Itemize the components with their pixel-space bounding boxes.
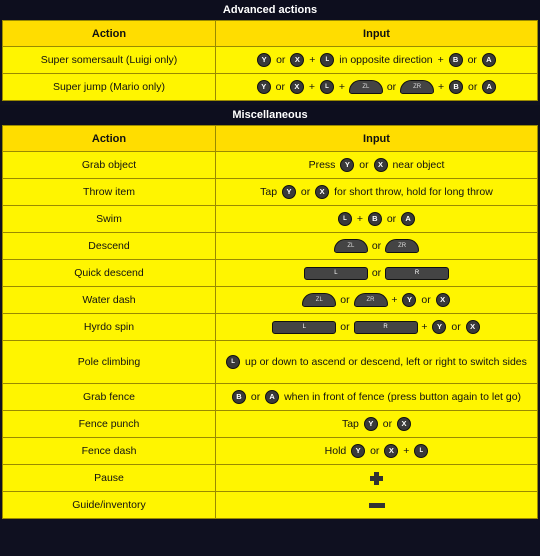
action-cell: Quick descend [3, 260, 216, 287]
action-cell: Pause [3, 465, 216, 492]
input-cell: L + B or A [216, 206, 538, 233]
zr-button-icon: ZR [354, 293, 388, 307]
b-button-icon: B [449, 80, 463, 94]
header-input: Input [216, 21, 538, 47]
action-cell: Pole climbing [3, 341, 216, 384]
action-cell: Grab object [3, 152, 216, 179]
input-cell [216, 465, 538, 492]
input-cell: Y or X + L + ZL or ZR + B or A [216, 74, 538, 101]
table-row [3, 384, 538, 411]
action-cell: Super jump (Mario only) [3, 74, 216, 101]
b-button-icon: B [368, 212, 382, 226]
advanced-actions-table [2, 20, 538, 101]
action-cell: Fence dash [3, 438, 216, 465]
input-cell: Y or X + L in opposite direction + B or A [216, 47, 538, 74]
advanced-actions-title: Advanced actions [0, 0, 540, 20]
a-button-icon: A [265, 390, 279, 404]
x-button-icon: X [374, 158, 388, 172]
input-cell: B or A when in front of fence (press button again to let go) [216, 384, 538, 411]
action-cell: Grab fence [3, 384, 216, 411]
y-button-icon: Y [402, 293, 416, 307]
miscellaneous-title: Miscellaneous [0, 105, 540, 125]
action-cell: Hyrdo spin [3, 314, 216, 341]
table-row [3, 206, 538, 233]
b-button-icon: B [449, 53, 463, 67]
x-button-icon: X [290, 80, 304, 94]
y-button-icon: Y [364, 417, 378, 431]
a-button-icon: A [482, 80, 496, 94]
left-stick-icon: L [320, 80, 334, 94]
y-button-icon: Y [432, 320, 446, 334]
miscellaneous-table [2, 125, 538, 519]
input-cell: Tap Y or X [216, 411, 538, 438]
table-row [3, 438, 538, 465]
table-row [3, 465, 538, 492]
x-button-icon: X [466, 320, 480, 334]
input-cell: Tap Y or X for short throw, hold for long throw [216, 179, 538, 206]
x-button-icon: X [315, 185, 329, 199]
input-cell: Hold Y or X + L [216, 438, 538, 465]
left-stick-icon: L [338, 212, 352, 226]
input-cell: Press Y or X near object [216, 152, 538, 179]
y-button-icon: Y [257, 80, 271, 94]
action-cell: Swim [3, 206, 216, 233]
table-row [3, 411, 538, 438]
table-row [3, 287, 538, 314]
table-header-row [3, 126, 538, 152]
action-cell: Throw item [3, 179, 216, 206]
action-cell: Guide/inventory [3, 492, 216, 519]
left-stick-icon: L [320, 53, 334, 67]
table-row [3, 314, 538, 341]
a-button-icon: A [401, 212, 415, 226]
left-stick-icon: L [226, 355, 240, 369]
table-row [3, 47, 538, 74]
table-header-row [3, 21, 538, 47]
r-button-icon: R [385, 267, 449, 280]
input-cell: L or R + Y or X [216, 314, 538, 341]
table-row [3, 492, 538, 519]
x-button-icon: X [384, 444, 398, 458]
minus-button-icon [369, 503, 385, 508]
header-action: Action [3, 126, 216, 152]
zr-button-icon: ZR [385, 239, 419, 253]
zl-button-icon: ZL [302, 293, 336, 307]
table-row [3, 233, 538, 260]
x-button-icon: X [436, 293, 450, 307]
table-row [3, 260, 538, 287]
y-button-icon: Y [257, 53, 271, 67]
y-button-icon: Y [351, 444, 365, 458]
l-button-icon: L [304, 267, 368, 280]
table-row [3, 152, 538, 179]
plus-button-icon [370, 472, 383, 485]
input-cell: L or R [216, 260, 538, 287]
r-button-icon: R [354, 321, 418, 334]
input-cell: L up or down to ascend or descend, left or right to switch sides [216, 341, 538, 384]
header-input: Input [216, 126, 538, 152]
table-row [3, 341, 538, 384]
x-button-icon: X [290, 53, 304, 67]
header-action: Action [3, 21, 216, 47]
left-stick-icon: L [414, 444, 428, 458]
action-cell: Water dash [3, 287, 216, 314]
a-button-icon: A [482, 53, 496, 67]
zl-button-icon: ZL [334, 239, 368, 253]
y-button-icon: Y [340, 158, 354, 172]
zr-button-icon: ZR [400, 80, 434, 94]
x-button-icon: X [397, 417, 411, 431]
action-cell: Super somersault (Luigi only) [3, 47, 216, 74]
input-cell [216, 492, 538, 519]
action-cell: Descend [3, 233, 216, 260]
l-button-icon: L [272, 321, 336, 334]
input-cell: ZL or ZR [216, 233, 538, 260]
table-row [3, 74, 538, 101]
b-button-icon: B [232, 390, 246, 404]
zl-button-icon: ZL [349, 80, 383, 94]
input-cell: ZL or ZR + Y or X [216, 287, 538, 314]
y-button-icon: Y [282, 185, 296, 199]
table-row [3, 179, 538, 206]
action-cell: Fence punch [3, 411, 216, 438]
